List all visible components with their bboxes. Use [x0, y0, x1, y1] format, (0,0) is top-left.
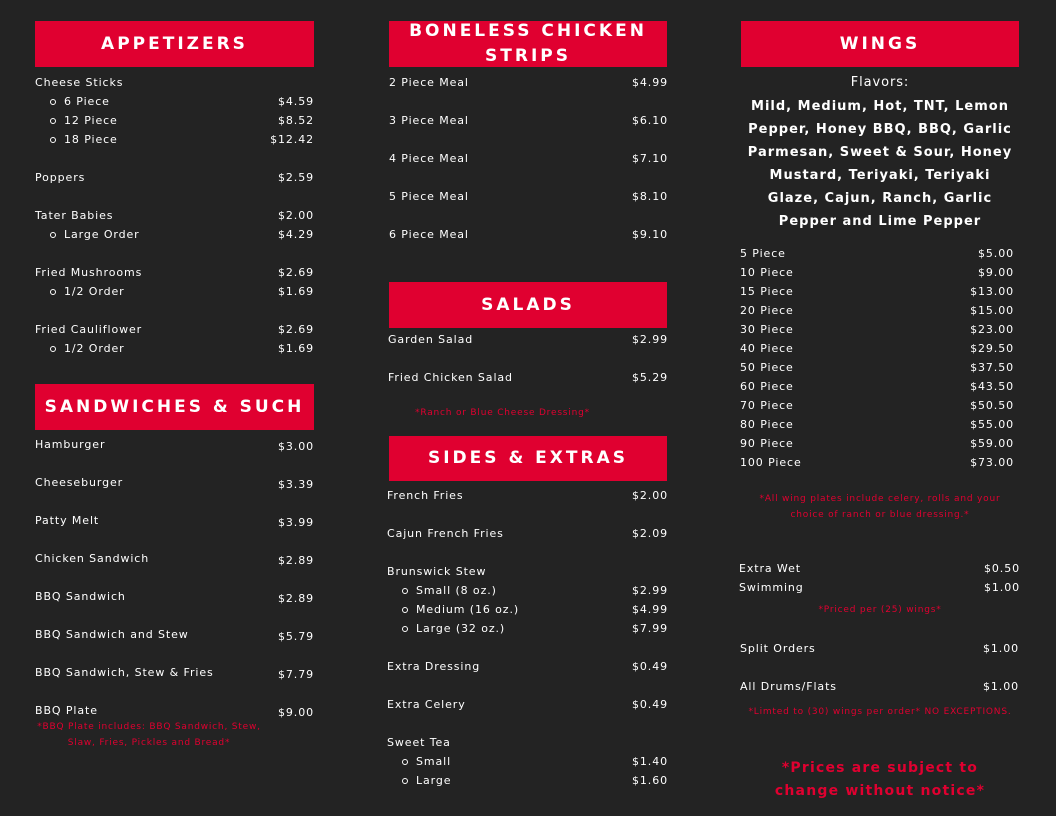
- item-name: 6 Piece Meal: [389, 228, 469, 241]
- item-price: $1.60: [632, 774, 668, 787]
- item-name: Chicken Sandwich: [35, 552, 150, 565]
- item-name: BBQ Sandwich, Stew & Fries: [35, 666, 214, 679]
- item-price: $5.79: [278, 630, 314, 643]
- item-name: Small (8 oz.): [387, 583, 497, 599]
- item-price: $15.00: [970, 304, 1014, 317]
- item-price: $0.50: [984, 562, 1020, 575]
- item-price: $1.00: [983, 680, 1019, 693]
- menu-subitem: [35, 132, 314, 148]
- item-price: $7.10: [632, 152, 668, 165]
- menu-item: [35, 265, 314, 281]
- item-name: Large (32 oz.): [387, 621, 505, 637]
- item-name: Sweet Tea: [387, 736, 451, 749]
- menu-item: [740, 679, 1019, 695]
- item-price: $9.00: [278, 706, 314, 719]
- item-name: 15 Piece: [740, 285, 794, 298]
- wing-limit-note: *Limted to (30) wings per order* NO EXCEPTIONS.: [748, 707, 1012, 717]
- menu-item: [740, 341, 1014, 357]
- item-name: 30 Piece: [740, 323, 794, 336]
- item-price: $9.00: [978, 266, 1014, 279]
- menu-subitem: [35, 227, 314, 243]
- item-price: $43.50: [970, 380, 1014, 393]
- item-price: $2.89: [278, 554, 314, 567]
- menu-item: [387, 564, 668, 580]
- menu-item: [388, 332, 668, 348]
- menu-item: [740, 436, 1014, 452]
- item-price: $4.29: [278, 228, 314, 241]
- menu-item: [740, 379, 1014, 395]
- wing-plates-note: *All wing plates include celery, rolls and your choice of ranch or blue dressing.*: [759, 494, 1001, 520]
- sandwiches-heading: SANDWICHES & SUCH: [35, 384, 314, 430]
- item-name: 2 Piece Meal: [389, 76, 469, 89]
- item-price: $3.00: [278, 440, 314, 453]
- item-price: $2.59: [278, 171, 314, 184]
- menu-item: [389, 227, 668, 243]
- item-name: 12 Piece: [35, 113, 118, 129]
- item-price: $2.00: [632, 489, 668, 502]
- item-price: $8.10: [632, 190, 668, 203]
- menu-item: [740, 303, 1014, 319]
- item-price: $5.29: [632, 371, 668, 384]
- menu-item: [35, 322, 314, 338]
- item-name: Fried Mushrooms: [35, 266, 143, 279]
- item-price: $4.99: [632, 76, 668, 89]
- menu-item: [389, 75, 668, 91]
- menu-item: [35, 170, 314, 186]
- item-price: $23.00: [970, 323, 1014, 336]
- item-name: 40 Piece: [740, 342, 794, 355]
- chicken-strips-heading: BONELESS CHICKEN STRIPS: [389, 21, 667, 67]
- item-name: 80 Piece: [740, 418, 794, 431]
- menu-subitem: [35, 341, 314, 357]
- flavors-title: Flavors:: [850, 75, 910, 90]
- item-price: $50.50: [970, 399, 1014, 412]
- menu-item: [740, 417, 1014, 433]
- item-name: 70 Piece: [740, 399, 794, 412]
- item-price: $1.00: [983, 642, 1019, 655]
- item-name: BBQ Sandwich: [35, 590, 126, 603]
- item-name: Cheese Sticks: [35, 76, 124, 89]
- menu-subitem: [35, 284, 314, 300]
- item-name: French Fries: [387, 489, 464, 502]
- item-name: 18 Piece: [35, 132, 118, 148]
- item-name: Brunswick Stew: [387, 565, 487, 578]
- item-name: Poppers: [35, 171, 86, 184]
- item-price: $2.09: [632, 527, 668, 540]
- item-name: Garden Salad: [388, 333, 474, 346]
- menu-subitem: [387, 583, 668, 599]
- menu-item: [35, 513, 314, 529]
- item-name: 5 Piece: [740, 247, 786, 260]
- item-name: Patty Melt: [35, 514, 100, 527]
- item-price: $5.00: [978, 247, 1014, 260]
- menu-item: [35, 665, 314, 681]
- menu-item: [739, 561, 1020, 577]
- item-price: $12.42: [270, 133, 314, 146]
- menu-item: [389, 151, 668, 167]
- item-name: Fried Chicken Salad: [388, 371, 513, 384]
- menu-item: [388, 370, 668, 386]
- item-name: Cheeseburger: [35, 476, 124, 489]
- item-name: Split Orders: [740, 642, 816, 655]
- item-name: Tater Babies: [35, 209, 114, 222]
- item-price: $29.50: [970, 342, 1014, 355]
- item-price: $2.69: [278, 266, 314, 279]
- menu-item: [740, 265, 1014, 281]
- item-name: Fried Cauliflower: [35, 323, 143, 336]
- menu-subitem: [35, 113, 314, 129]
- item-price: $1.00: [984, 581, 1020, 594]
- menu-item: [387, 526, 668, 542]
- menu-item: [387, 488, 668, 504]
- menu-item: [740, 641, 1019, 657]
- menu-item: [739, 580, 1020, 596]
- menu-subitem: [387, 754, 668, 770]
- item-price: $0.49: [632, 660, 668, 673]
- menu-subitem: [387, 602, 668, 618]
- item-name: Extra Wet: [739, 562, 801, 575]
- item-price: $1.69: [278, 342, 314, 355]
- item-price: $55.00: [970, 418, 1014, 431]
- item-price: $59.00: [970, 437, 1014, 450]
- item-price: $3.99: [278, 516, 314, 529]
- item-name: 1/2 Order: [35, 341, 125, 357]
- item-price: $3.39: [278, 478, 314, 491]
- menu-item: [35, 627, 314, 643]
- flavors-list: Mild, Medium, Hot, TNT, Lemon Pepper, Honey BBQ, BBQ, Garlic Parmesan, Sweet & Sour, Honey Mustard, Teriyaki, Teriyaki Glaze, Cajun, Ranch, Garlic Pepper and Lime Pepper: [747, 99, 1013, 229]
- item-name: 10 Piece: [740, 266, 794, 279]
- item-price: $1.69: [278, 285, 314, 298]
- item-price: $2.99: [632, 584, 668, 597]
- menu-item: [35, 703, 314, 719]
- item-name: Medium (16 oz.): [387, 602, 519, 618]
- priced-per-note: *Priced per (25) wings*: [818, 605, 942, 615]
- item-name: 6 Piece: [35, 94, 110, 110]
- menu-item: [35, 475, 314, 491]
- item-name: All Drums/Flats: [740, 680, 837, 693]
- menu-item: [387, 735, 668, 751]
- menu-item: [740, 246, 1014, 262]
- bbq-plate-note: *BBQ Plate includes: BBQ Sandwich, Stew, Slaw, Fries, Pickles and Bread*: [37, 722, 261, 748]
- item-price: $1.40: [632, 755, 668, 768]
- item-name: Extra Dressing: [387, 660, 481, 673]
- item-price: $2.00: [278, 209, 314, 222]
- item-price: $8.52: [278, 114, 314, 127]
- item-name: Extra Celery: [387, 698, 466, 711]
- sides-heading: SIDES & EXTRAS: [389, 436, 667, 481]
- item-price: $2.69: [278, 323, 314, 336]
- item-name: 100 Piece: [740, 456, 802, 469]
- menu-item: [35, 551, 314, 567]
- item-name: BBQ Sandwich and Stew: [35, 628, 189, 641]
- item-name: Small: [387, 754, 451, 770]
- menu-item-cheese-sticks: [35, 75, 314, 91]
- menu-item: [740, 455, 1014, 471]
- menu-subitem: [387, 773, 668, 789]
- wings-heading: WINGS: [741, 21, 1019, 67]
- item-name: Swimming: [739, 581, 804, 594]
- menu-item: [387, 697, 668, 713]
- menu-item: [35, 208, 314, 224]
- item-name: BBQ Plate: [35, 704, 98, 717]
- item-price: $0.49: [632, 698, 668, 711]
- menu-item: [387, 659, 668, 675]
- item-name: Hamburger: [35, 438, 106, 451]
- menu-item: [740, 284, 1014, 300]
- menu-item: [35, 437, 314, 453]
- appetizers-heading: APPETIZERS: [35, 21, 314, 67]
- item-price: $2.99: [632, 333, 668, 346]
- item-name: 90 Piece: [740, 437, 794, 450]
- menu-item: [740, 398, 1014, 414]
- item-name: 3 Piece Meal: [389, 114, 469, 127]
- item-price: $37.50: [970, 361, 1014, 374]
- item-price: $73.00: [970, 456, 1014, 469]
- menu-item: [389, 189, 668, 205]
- dressing-note: *Ranch or Blue Cheese Dressing*: [415, 408, 590, 418]
- item-name: 50 Piece: [740, 361, 794, 374]
- price-disclaimer: *Prices are subject to change without notice*: [774, 760, 986, 799]
- salads-heading: SALADS: [389, 282, 667, 328]
- item-price: $7.79: [278, 668, 314, 681]
- item-price: $4.99: [632, 603, 668, 616]
- item-price: $9.10: [632, 228, 668, 241]
- menu-item: [740, 360, 1014, 376]
- item-name: 1/2 Order: [35, 284, 125, 300]
- menu-subitem: [35, 94, 314, 110]
- item-name: Cajun French Fries: [387, 527, 504, 540]
- item-name: 60 Piece: [740, 380, 794, 393]
- menu-subitem: [387, 621, 668, 637]
- item-name: Large Order: [35, 227, 140, 243]
- item-name: 20 Piece: [740, 304, 794, 317]
- item-name: 5 Piece Meal: [389, 190, 469, 203]
- menu-item: [389, 113, 668, 129]
- item-name: 4 Piece Meal: [389, 152, 469, 165]
- menu-item: [740, 322, 1014, 338]
- item-price: $7.99: [632, 622, 668, 635]
- item-price: $4.59: [278, 95, 314, 108]
- item-price: $6.10: [632, 114, 668, 127]
- menu-item: [35, 589, 314, 605]
- item-name: Large: [387, 773, 451, 789]
- item-price: $2.89: [278, 592, 314, 605]
- item-price: $13.00: [970, 285, 1014, 298]
